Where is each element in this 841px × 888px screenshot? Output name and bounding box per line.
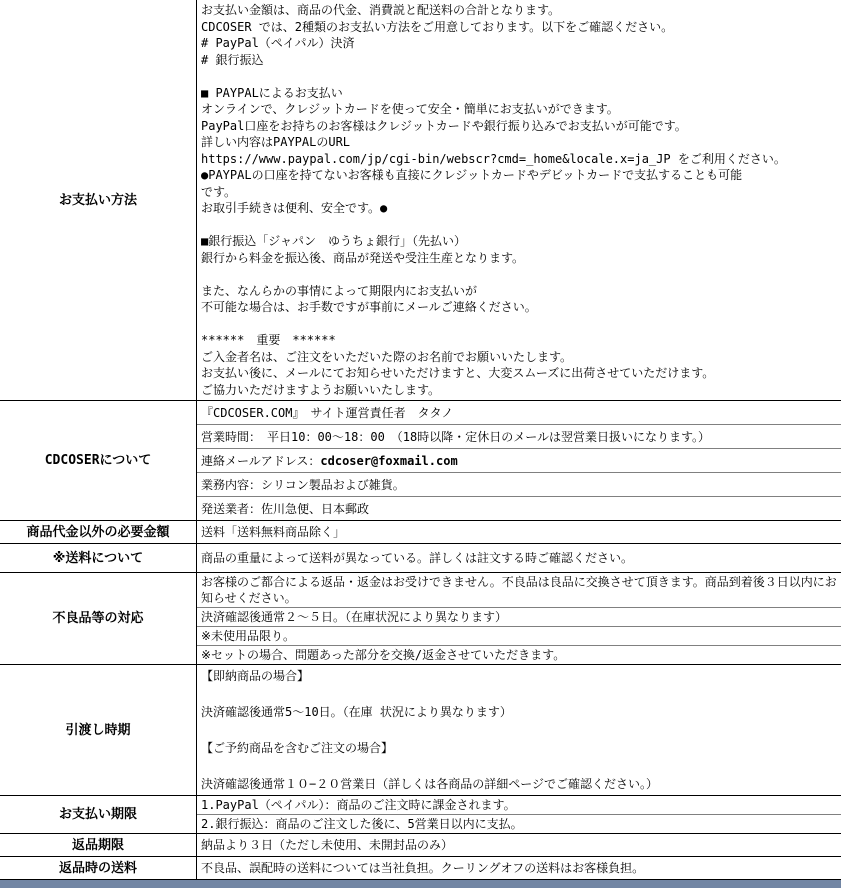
text-line: 決済確認後通常２〜５日。（在庫状況により異なります）: [197, 608, 841, 627]
about-shipping-carriers: 発送業者：佐川急便、日本郵政: [201, 502, 370, 516]
text-line: 【即納商品の場合】: [201, 669, 310, 683]
text-line: [201, 721, 837, 739]
text-line: [201, 316, 837, 333]
text-line: ※セットの場合、問題あった部分を交換/返金させていただきます。: [201, 648, 566, 662]
text-line: お客様のご都合による返品・返金はお受けできません。不良品は良品に交換させて頂きます。商品到着後３日以内にお知らせください。: [197, 573, 841, 608]
text-line: # PayPal（ペイパル）決済: [201, 36, 355, 50]
row-defective: [0, 573, 841, 665]
row-label-shipping-note: ※送料について: [0, 544, 197, 572]
contact-label: 連絡メールアドレス：: [201, 454, 321, 468]
text-line: https://www.paypal.com/jp/cgi-bin/webscr?cmd=_home&locale.x=ja_JP をご利用ください。: [201, 151, 786, 166]
text-line: お取引手続きは便利、安全です。●: [201, 201, 388, 215]
payment-deadline-lines: [197, 796, 841, 833]
delivery-lines: [197, 665, 841, 795]
about-site-operator: 『CDCOSER.COM』 サイト運営責任者 タタノ: [197, 401, 841, 425]
about-business-description: 業務内容：シリコン製品および雑貨。: [197, 473, 841, 497]
text-line: 銀行から料金を振込後、商品が発送や受注生産となります。: [201, 250, 525, 265]
footer-bar: [0, 880, 841, 888]
delivery-content: [197, 665, 841, 795]
extra-fees-content: [197, 521, 841, 543]
row-return-shipping: [0, 857, 841, 880]
text-line: PayPal口座をお持ちのお客様はクレジットカードや銀行振り込みでお支払いが可能です。: [201, 118, 687, 133]
about-content: [197, 401, 841, 520]
text-line: お支払い後に、メールにてお知らせいただけますと、大変スムーズに出荷させていただけます。: [201, 366, 715, 380]
text-line: CDCOSER では、2種類のお支払い方法をご用意しております。以下をご確認ください。: [201, 19, 674, 34]
row-label-return-shipping: 返品時の送料: [0, 857, 197, 879]
row-label-defective: 不良品等の対応: [0, 573, 197, 664]
text-line: ●PAYPALの口座を持てないお客様も直接にクレジットカードやデビットカードで支払することも可能: [201, 168, 743, 182]
shipping-note-text: 商品の重量によって送料が異なっている。詳しくは註文する時ご確認ください。: [201, 551, 634, 565]
row-payment-deadline: [0, 796, 841, 834]
row-label-return-deadline: 返品期限: [0, 834, 197, 856]
defective-lines: [197, 573, 841, 664]
text-line: # 銀行振込: [201, 52, 264, 67]
text-line: 2.銀行振込：商品のご注文した後に、5営業日以内に支払。: [201, 817, 523, 831]
text-line: ■銀行振込「ジャパン ゆうちょ銀行」（先払い）: [201, 234, 466, 248]
shipping-note-content: [197, 544, 841, 572]
text-line: ■ PAYPALによるお支払い: [201, 85, 343, 100]
text-line: [201, 266, 837, 283]
row-about: [0, 401, 841, 521]
text-line: [201, 217, 837, 234]
payment-method-content: [197, 0, 841, 400]
row-label-about: CDCOSERについて: [0, 401, 197, 520]
row-label-extra-fees: 商品代金以外の必要金額: [0, 521, 197, 543]
text-line: 不可能な場合は、お手数ですが事前にメールご連絡ください。: [201, 300, 537, 314]
text-line: オンラインで、クレジットカードを使って安全・簡単にお支払いができます。: [201, 102, 619, 116]
text-line: [201, 685, 837, 703]
row-payment-method: [0, 0, 841, 401]
row-return-deadline: [0, 834, 841, 857]
return-deadline-content: [197, 834, 841, 856]
row-delivery: [0, 665, 841, 796]
row-extra-fees: [0, 521, 841, 544]
row-label-payment-method: お支払い方法: [0, 0, 197, 400]
about-business-hours: 営業時間： 平日10：00〜18：00 （18時以降・定休日のメールは翌営業日扱いになります。）: [197, 425, 841, 449]
about-contact: [197, 449, 841, 473]
contact-email: cdcoser@foxmail.com: [320, 454, 458, 468]
text-line: また、なんらかの事情によって期限内にお支払いが: [201, 283, 478, 298]
return-shipping-text: 不良品、誤配時の送料については当社負担。クーリングオフの送料はお客様負担。: [201, 861, 645, 875]
text-line: [201, 68, 837, 85]
text-line: [201, 757, 837, 775]
return-deadline-text: 納品より３日（ただし未使用、未開封品のみ）: [201, 838, 454, 852]
payment-method-lines: [197, 0, 841, 400]
text-line: ※未使用品限り。: [197, 627, 841, 646]
defective-content: [197, 573, 841, 664]
text-line: 【ご予約商品を含むご注文の場合】: [201, 741, 394, 755]
text-line: 1.PayPal（ペイパル）：商品のご注文時に課金されます。: [197, 796, 841, 815]
payment-deadline-content: [197, 796, 841, 833]
row-shipping-note: [0, 544, 841, 573]
return-shipping-content: [197, 857, 841, 879]
text-line: です。: [201, 184, 237, 199]
row-label-payment-deadline: お支払い期限: [0, 796, 197, 833]
row-label-delivery: 引渡し時期: [0, 665, 197, 795]
text-line: ご入金者名は、ご注文をいただいた際のお名前でお願いいたします。: [201, 349, 573, 364]
text-line: 詳しい内容はPAYPALのURL: [201, 135, 351, 149]
text-line: 決済確認後通常１０−２０営業日（詳しくは各商品の詳細ページでご確認ください。）: [201, 777, 658, 791]
text-line: ご協力いただけますようお願いいたします。: [201, 382, 441, 397]
text-line: 決済確認後通常5〜10日。（在庫 状況により異なります）: [201, 705, 512, 719]
text-line: ****** 重要 ******: [201, 333, 336, 347]
extra-fees-text: 送料「送料無料商品除く」: [201, 525, 346, 539]
text-line: お支払い金額は、商品の代金、消費説と配送料の合計となります。: [201, 3, 561, 17]
